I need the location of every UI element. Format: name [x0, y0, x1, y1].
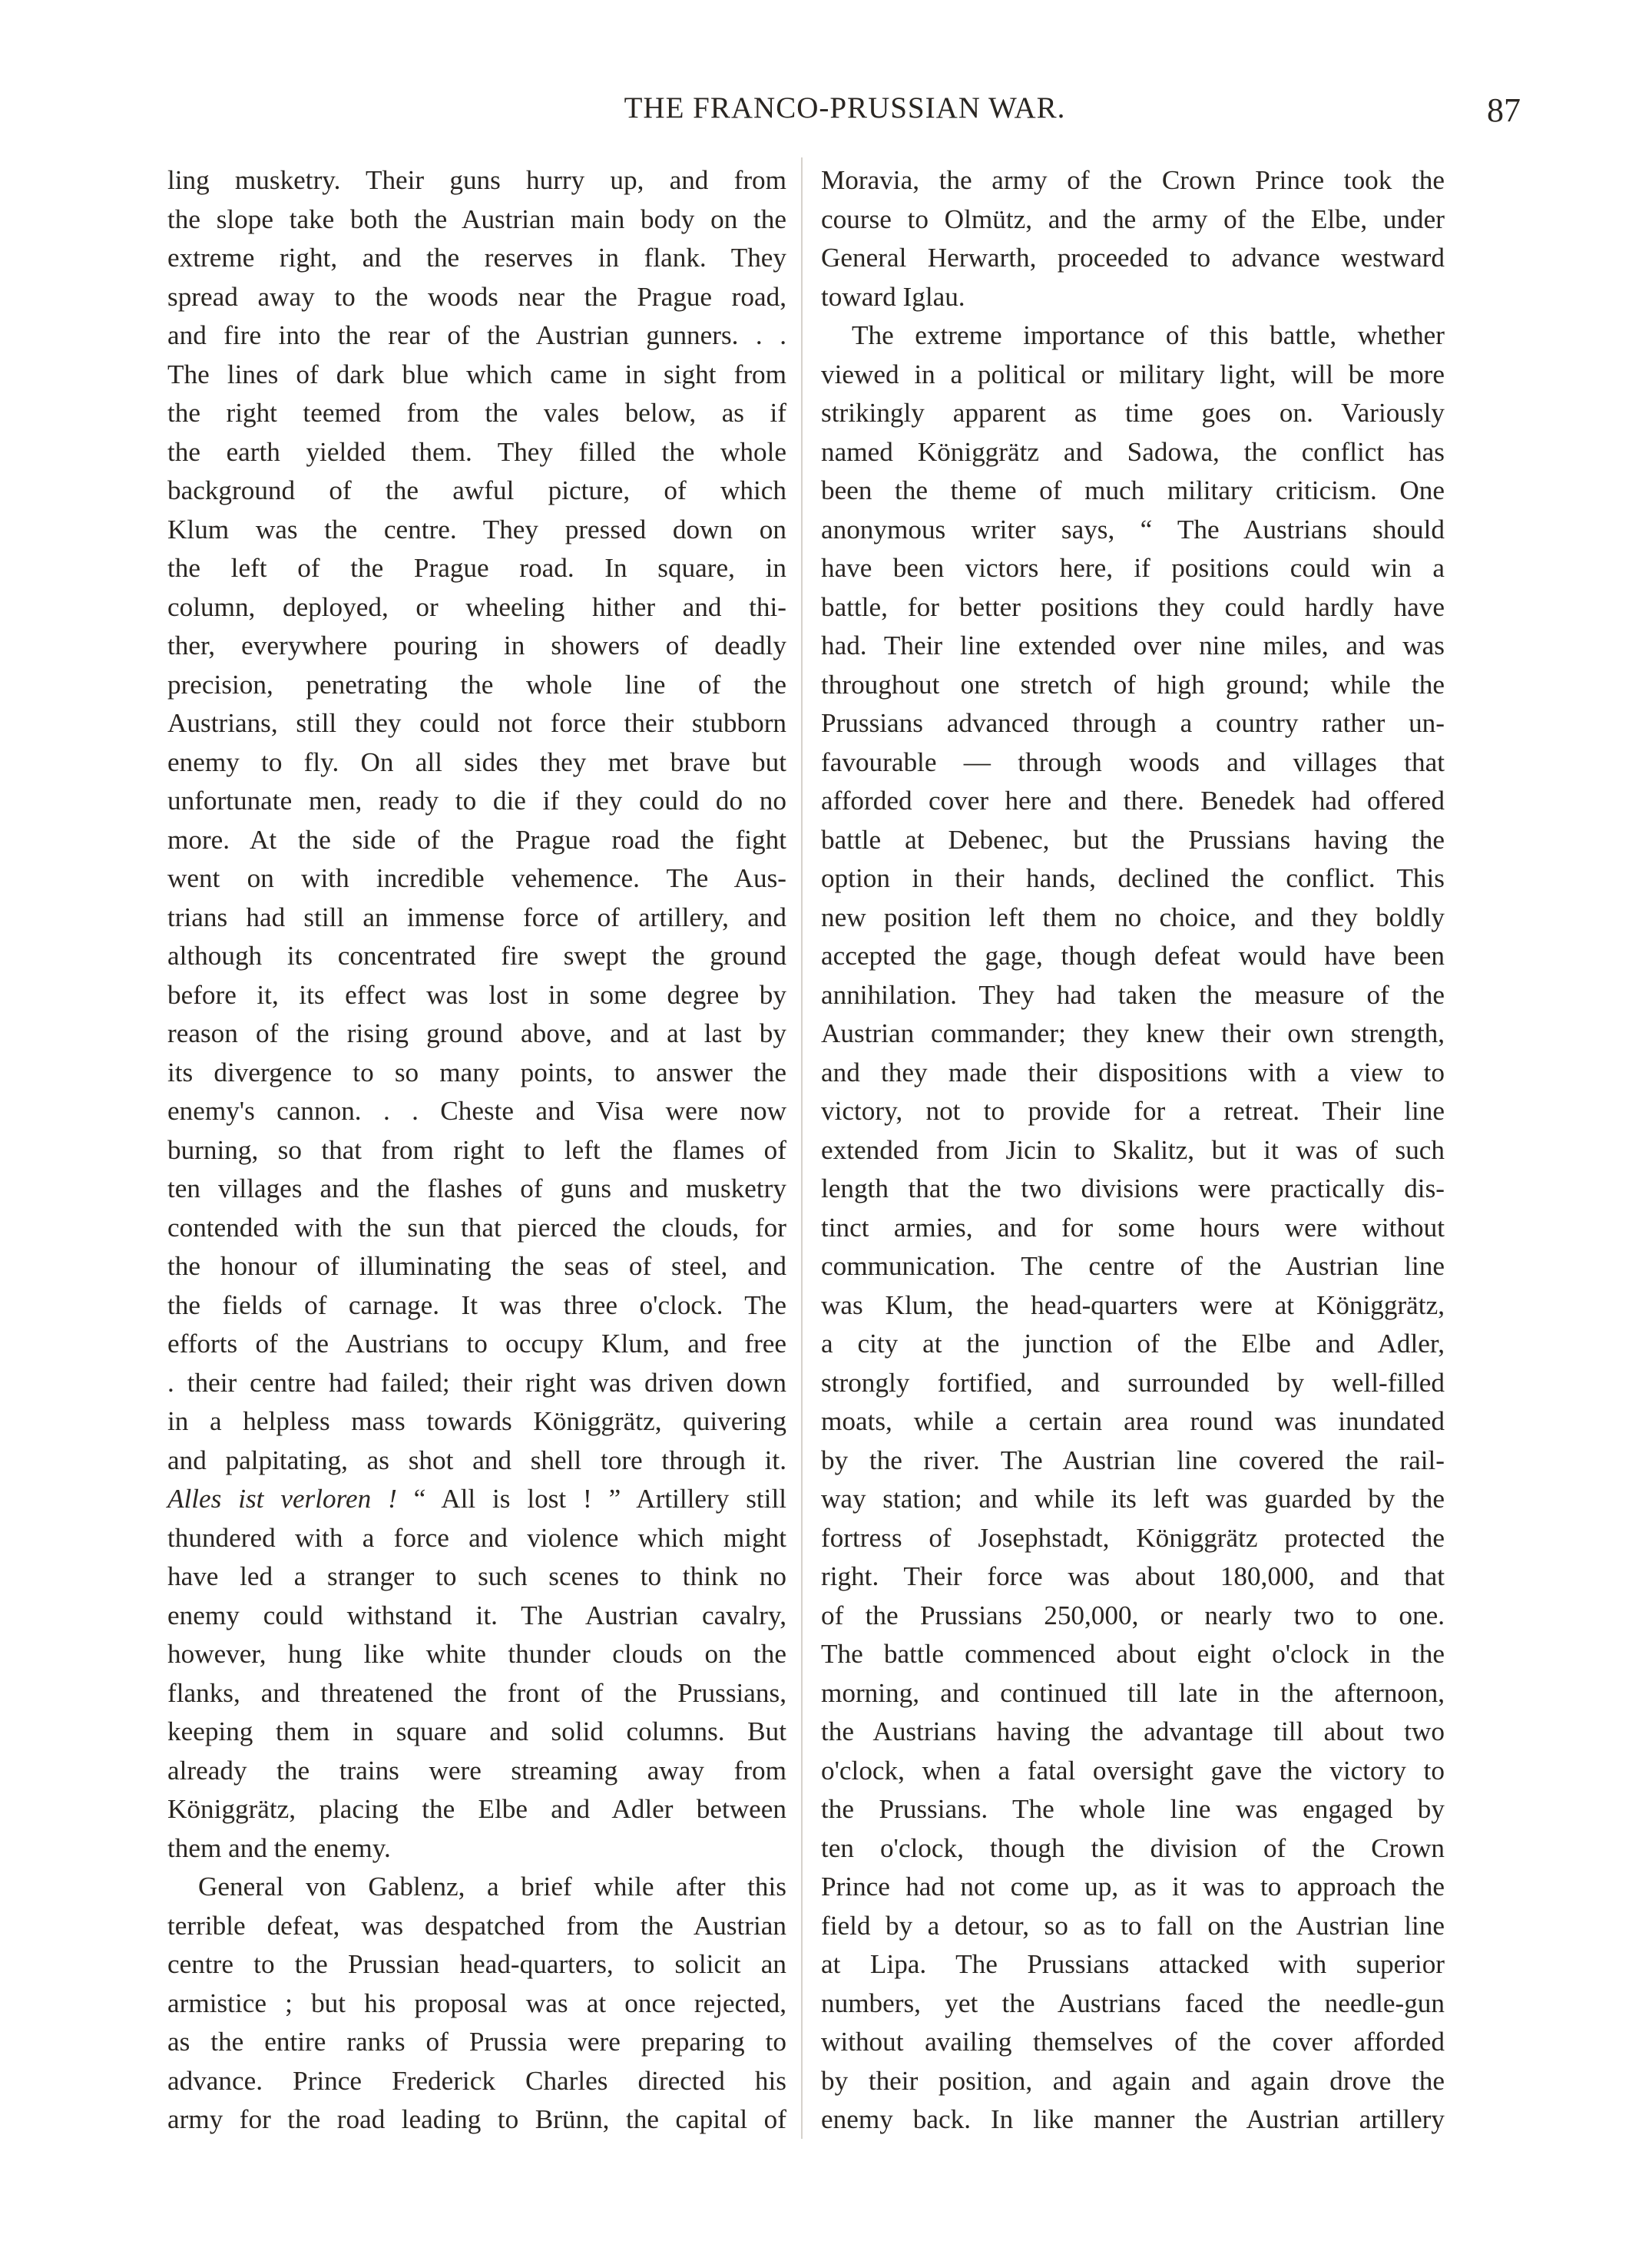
text-line: The battle commenced about eight o'clock in the [821, 1639, 1445, 1669]
text-line: of the Prussians 250,000, or nearly two to one. [821, 1600, 1445, 1630]
text-line: had. Their line extended over nine miles, and was [821, 631, 1445, 660]
text-line: enemy's cannon. . . Cheste and Visa were now [167, 1096, 786, 1126]
text-line: went on with incredible vehemence. The Aus- [167, 863, 786, 893]
text-line: the Prussians. The whole line was engaged by [821, 1794, 1445, 1824]
text-line: General von Gablenz, a brief while after this [198, 1872, 786, 1902]
text-line: way station; and while its left was guarded by the [821, 1484, 1445, 1514]
text-line: the slope take both the Austrian main body on the [167, 204, 786, 234]
running-head: THE FRANCO-PRUSSIAN WAR. [624, 91, 1066, 124]
text-line: without availing themselves of the cover afforded [821, 2027, 1445, 2057]
text-line: centre to the Prussian head-quarters, to solicit an [167, 1949, 786, 1979]
text-line: unfortunate men, ready to die if they could do no [167, 786, 786, 816]
text-line: viewed in a political or military light, will be more [821, 359, 1445, 389]
text-line: reason of the rising ground above, and at last by [167, 1018, 786, 1048]
text-line: Klum was the centre. They pressed down on [167, 514, 786, 544]
text-line: armistice ; but his proposal was at once rejected, [167, 1988, 786, 2018]
text-line: although its concentrated fire swept the ground [167, 941, 786, 971]
text-line: enemy back. In like manner the Austrian artillery [821, 2104, 1445, 2134]
text-line: Austrians, still they could not force their stubborn [167, 708, 786, 738]
text-line: accepted the gage, though defeat would have been [821, 941, 1445, 971]
text-line: ther, everywhere pouring in showers of deadly [167, 631, 786, 660]
text-line: keeping them in square and solid columns. But [167, 1716, 786, 1746]
text-line: efforts of the Austrians to occupy Klum, and free [167, 1329, 786, 1359]
text-line: Prince had not come up, as it was to approach the [821, 1872, 1445, 1902]
text-line: and fire into the rear of the Austrian gunners. . . [167, 320, 786, 350]
text-line: ten villages and the flashes of guns and musketry [167, 1173, 786, 1203]
text-line [167, 1480, 786, 1519]
text-line: advance. Prince Frederick Charles directed his [167, 2065, 786, 2096]
text-line: anonymous writer says, “ The Austrians should [821, 514, 1445, 544]
text-line: thundered with a force and violence which might [167, 1522, 786, 1553]
text-line: extreme right, and the reserves in flank. They [167, 243, 786, 273]
text-line: the right teemed from the vales below, as if [167, 398, 786, 428]
text-line: annihilation. They had taken the measure of the [821, 979, 1445, 1010]
text-line: Prussians advanced through a country rather un- [821, 708, 1445, 738]
text-line: . their centre had failed; their right was driven down [167, 1367, 786, 1398]
text-line: length that the two divisions were practically dis- [821, 1173, 1445, 1203]
text-line: enemy could withstand it. The Austrian cavalry, [167, 1600, 786, 1630]
text-line: named Königgrätz and Sadowa, the conflict has [821, 436, 1445, 467]
text-line: moats, while a certain area round was inundated [821, 1406, 1445, 1436]
text-line: have been victors here, if positions could win a [821, 553, 1445, 583]
text-line: in a helpless mass towards Königgrätz, quivering [167, 1406, 786, 1436]
text-line: General Herwarth, proceeded to advance westward [821, 243, 1445, 273]
text-line: terrible defeat, was despatched from the Austrian [167, 1910, 786, 1941]
text-line: afforded cover here and there. Benedek had offered [821, 786, 1445, 816]
text-line: option in their hands, declined the conflict. This [821, 863, 1445, 893]
text-line: favourable — through woods and villages that [821, 746, 1445, 777]
text-line: as the entire ranks of Prussia were preparing to [167, 2027, 786, 2057]
text-line: by the river. The Austrian line covered the rail- [821, 1445, 1445, 1475]
text-line: morning, and continued till late in the afternoon, [821, 1677, 1445, 1708]
text-line: strongly fortified, and surrounded by well-filled [821, 1367, 1445, 1398]
text-line: its divergence to so many points, to answer the [167, 1057, 786, 1087]
text-line: the Austrians having the advantage till about two [821, 1716, 1445, 1746]
text-line: battle at Debenec, but the Prussians having the [821, 824, 1445, 855]
text-line: the honour of illuminating the seas of steel, and [167, 1251, 786, 1281]
text-line: precision, penetrating the whole line of the [167, 669, 786, 700]
text-line: them and the enemy. [167, 1832, 391, 1863]
text-line: flanks, and threatened the front of the Prussians, [167, 1677, 786, 1708]
text-line: The lines of dark blue which came in sight from [167, 359, 786, 389]
text-line: been the theme of much military criticism. One [821, 475, 1445, 505]
text-line: more. At the side of the Prague road the fight [167, 824, 786, 855]
right-column [821, 161, 1445, 2140]
text-line: Königgrätz, placing the Elbe and Adler between [167, 1794, 786, 1824]
text-line: trians had still an immense force of artillery, and [167, 902, 786, 932]
text-line: ling musketry. Their guns hurry up, and from [167, 165, 786, 195]
text-line: course to Olmütz, and the army of the Elbe, under [821, 204, 1445, 234]
line-text: “ All is lost ! ” Artillery still [396, 1484, 786, 1514]
text-line: communication. The centre of the Austrian line [821, 1251, 1445, 1281]
text-line: already the trains were streaming away from [167, 1755, 786, 1786]
text-line: fortress of Josephstadt, Königgrätz protected the [821, 1522, 1445, 1553]
text-line: enemy to fly. On all sides they met brave but [167, 746, 786, 777]
text-line: by their position, and again and again drove the [821, 2065, 1445, 2096]
text-line: numbers, yet the Austrians faced the needle-gun [821, 1988, 1445, 2018]
text-line: right. Their force was about 180,000, and that [821, 1561, 1445, 1591]
left-column [167, 161, 786, 2140]
text-line: background of the awful picture, of which [167, 475, 786, 505]
text-line: the earth yielded them. They filled the whole [167, 436, 786, 467]
text-line: was Klum, the head-quarters were at Königgrätz, [821, 1289, 1445, 1320]
text-line: ten o'clock, though the division of the Crown [821, 1832, 1445, 1863]
text-line: have led a stranger to such scenes to think no [167, 1561, 786, 1591]
text-line: The extreme importance of this battle, whether [852, 320, 1445, 350]
text-line: throughout one stretch of high ground; while the [821, 669, 1445, 700]
text-line: and palpitating, as shot and shell tore through it. [167, 1445, 786, 1475]
text-line: the left of the Prague road. In square, in [167, 553, 786, 583]
page-number: 87 [1487, 91, 1521, 129]
text-line: new position left them no choice, and they boldly [821, 902, 1445, 932]
italic-phrase: Alles ist verloren ! [167, 1484, 397, 1514]
text-line: Moravia, the army of the Crown Prince took the [821, 165, 1445, 195]
text-line: the fields of carnage. It was three o'clock. The [167, 1289, 786, 1320]
column-divider [801, 157, 803, 2139]
text-line: however, hung like white thunder clouds on the [167, 1639, 786, 1669]
page-header [169, 91, 1521, 137]
text-line: strikingly apparent as time goes on. Variously [821, 398, 1445, 428]
text-line: column, deployed, or wheeling hither and thi- [167, 591, 786, 622]
text-line: a city at the junction of the Elbe and Adler, [821, 1329, 1445, 1359]
text-line: o'clock, when a fatal oversight gave the victory to [821, 1755, 1445, 1786]
text-line: field by a detour, so as to fall on the Austrian line [821, 1910, 1445, 1941]
text-line: spread away to the woods near the Prague road, [167, 281, 786, 312]
text-line: victory, not to provide for a retreat. Their line [821, 1096, 1445, 1126]
text-line: Austrian commander; they knew their own strength, [821, 1018, 1445, 1048]
text-line: burning, so that from right to left the flames of [167, 1134, 786, 1165]
text-line: tinct armies, and for some hours were without [821, 1212, 1445, 1243]
text-line: and they made their dispositions with a view to [821, 1057, 1445, 1087]
text-line: extended from Jicin to Skalitz, but it was of such [821, 1134, 1445, 1165]
text-line: army for the road leading to Brünn, the capital of [167, 2104, 786, 2134]
text-line: before it, its effect was lost in some degree by [167, 979, 786, 1010]
text-line: contended with the sun that pierced the clouds, for [167, 1212, 786, 1243]
text-line: at Lipa. The Prussians attacked with superior [821, 1949, 1445, 1979]
text-line: toward Iglau. [821, 281, 965, 312]
text-line: battle, for better positions they could hardly have [821, 591, 1445, 622]
